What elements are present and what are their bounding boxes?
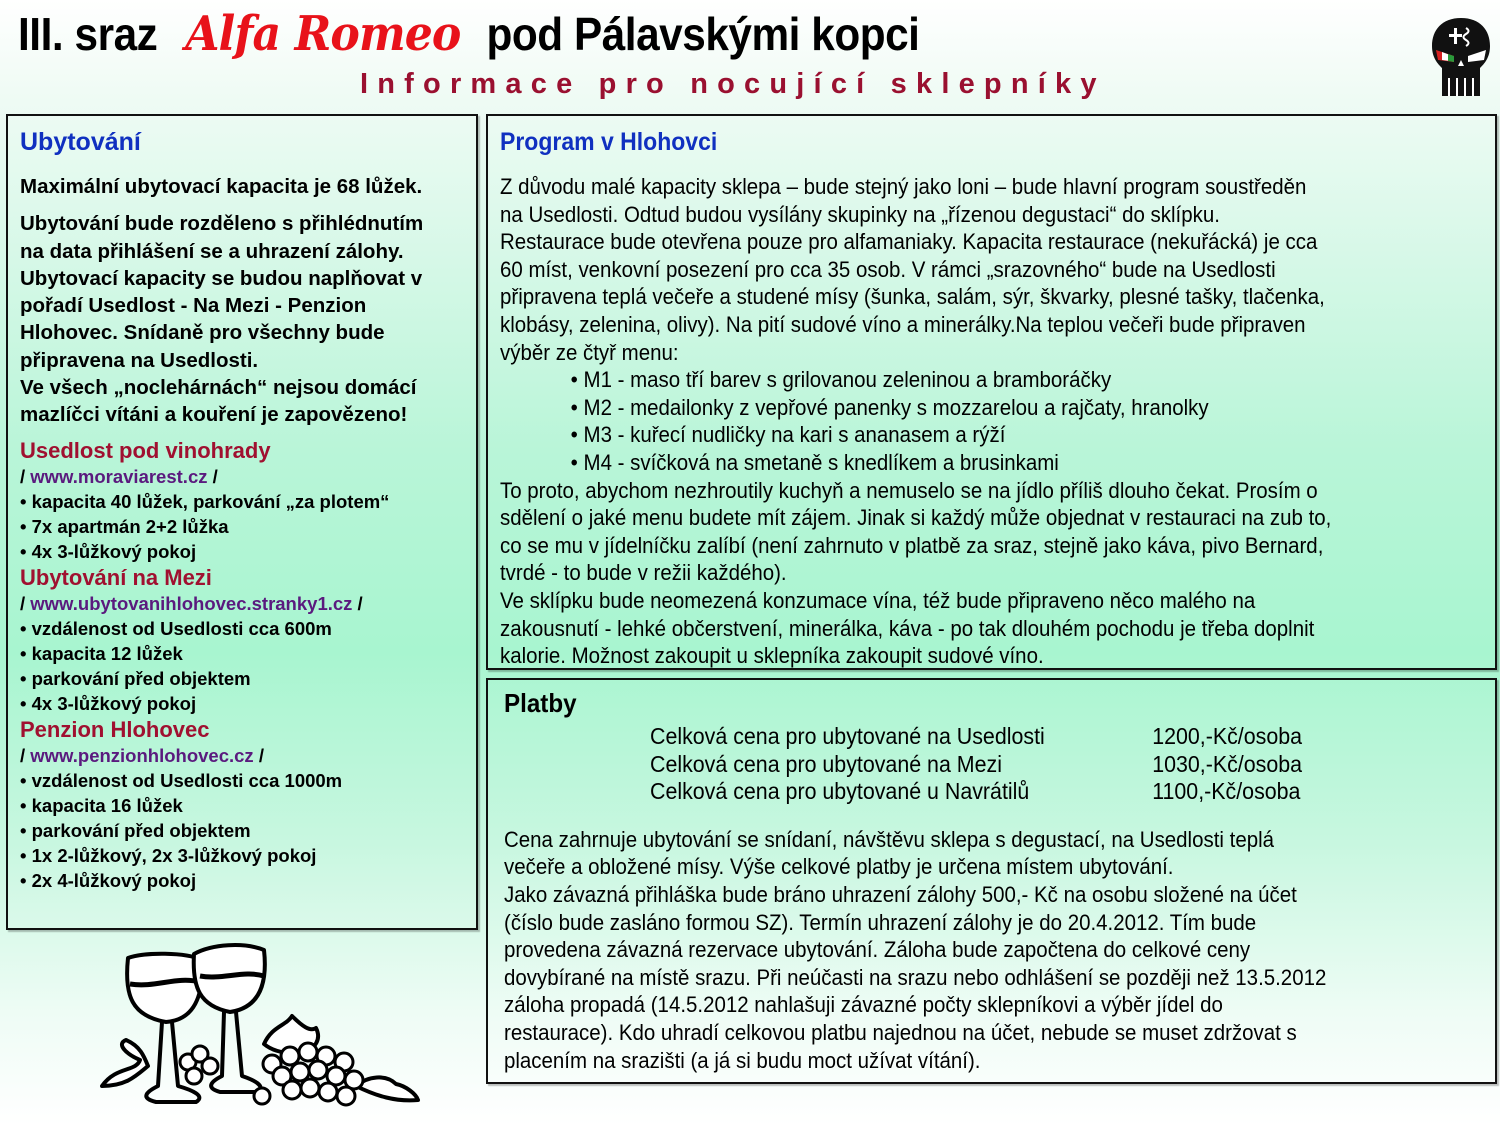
payments-line: Jako závazná přihláška bude bráno uhrazení zálohy 500,- Kč na osobu složené na účet	[504, 881, 1297, 907]
paragraph-line: připravena na Usedlosti.	[20, 348, 259, 372]
program-line: na Usedlosti. Odtud budou vysílány skupinky na „řízenou degustaci“ do sklípku.	[500, 201, 1220, 227]
place-bullet: • 7x apartmán 2+2 lůžka	[20, 515, 229, 537]
program-line: tvrdé - to bude v režii každého).	[500, 560, 787, 586]
page-subtitle: Informace pro nocující sklepníky	[360, 68, 1106, 100]
program-line: zakousnutí - lehké občerstvení, minerálka, káva - po tak dlouhém pochodu je třeba doplnit	[500, 615, 1315, 641]
capacity-text: Maximální ubytovací kapacita je 68 lůžek.	[20, 175, 423, 198]
payments-line: dovybírané na místě srazu. Při neúčasti na srazu nebo odhlášení se později než 13.5.2012	[504, 964, 1327, 990]
wine-glasses-grapes-icon	[96, 936, 436, 1121]
place-url-link[interactable]: www.moraviarest.cz	[30, 465, 208, 487]
payments-title: Platby	[504, 688, 577, 718]
place-bullet: • 4x 3-lůžkový pokoj	[20, 692, 197, 714]
punisher-skull-icon	[1428, 16, 1494, 100]
place-bullet: • 2x 4-lůžkový pokoj	[20, 869, 197, 891]
price-row	[650, 778, 1421, 806]
payments-line: restaurace). Kdo uhradí celkovou platbu najednou na účet, nebude se muset zdržovat s	[504, 1019, 1297, 1045]
price-value: 1030,-Kč/osoba	[1152, 750, 1303, 777]
program-line: Z důvodu malé kapacity sklepa – bude stejný jako loni – bude hlavní program soustředěn	[500, 174, 1307, 199]
program-line: připravena teplá večeře a studené mísy (šunka, salám, sýr, škvarky, plesné tašky, tlačenka,	[500, 284, 1325, 310]
place-na-mezi	[20, 564, 464, 716]
place-bullet: • parkování před objektem	[20, 819, 251, 841]
program-line: výběr ze čtyř menu:	[500, 339, 679, 365]
place-penzion-hlohovec	[20, 716, 464, 893]
place-url-line: / www.ubytovanihlohovec.stranky1.cz /	[20, 592, 363, 614]
place-usedlost	[20, 437, 464, 564]
price-table	[650, 723, 1421, 806]
payments-panel	[486, 678, 1497, 1084]
program-panel	[486, 114, 1497, 670]
paragraph-line: Ubytování bude rozděleno s přihlédnutím	[20, 212, 424, 236]
program-line: 60 míst, venkovní posezení pro cca 35 osob. V rámci „srazovného“ bude na Usedlosti	[500, 256, 1276, 282]
place-bullet: • kapacita 40 lůžek, parkování „za plotem“	[20, 490, 390, 512]
place-bullet: • 4x 3-lůžkový pokoj	[20, 540, 197, 562]
program-line: kalorie. Možnost zakoupit u sklepníka zakoupit sudové víno.	[500, 643, 1044, 669]
place-title: Ubytování na Mezi	[20, 564, 212, 590]
payments-line: záloha propadá (14.5.2012 nahlašuji závazné počty sklepníkovi a výběr jídel do	[504, 992, 1223, 1018]
price-label: Celková cena pro ubytované na Usedlosti	[650, 723, 1045, 749]
place-url-line: / www.moraviarest.cz /	[20, 465, 218, 487]
program-line: To proto, abychom nezhroutily kuchyň a nemuselo se na jídlo příliš dlouho čekat. Prosím o	[500, 477, 1318, 503]
paragraph-line: Hlohovec. Snídaně pro všechny bude	[20, 321, 385, 345]
paragraph-line: na data přihlášení se a uhrazení zálohy.	[20, 239, 404, 263]
price-label: Celková cena pro ubytované u Navrátilů	[650, 778, 1030, 805]
title-line	[18, 6, 919, 62]
price-value: 1100,-Kč/osoba	[1152, 778, 1301, 805]
program-line: Ve sklípku bude neomezená konzumace vína, též bude připraveno něco malého na	[500, 587, 1256, 613]
title-prefix: III. sraz	[18, 8, 158, 60]
place-bullet: • kapacita 12 lůžek	[20, 642, 183, 664]
program-title: Program v Hlohovci	[500, 128, 718, 156]
payments-text	[504, 826, 1490, 1074]
title-suffix: pod Pálavskými kopci	[486, 8, 920, 60]
payments-line: provedena závazná rezervace ubytování. Záloha bude započtena do celkové ceny	[504, 937, 1251, 963]
accommodation-paragraph	[20, 210, 464, 428]
accommodation-title: Ubytování	[20, 128, 141, 156]
price-label: Celková cena pro ubytované na Mezi	[650, 750, 1002, 777]
menu-option: • M1 - maso tří barev s grilovanou zeleninou a bramboráčky	[570, 367, 1112, 393]
place-bullet: • kapacita 16 lůžek	[20, 794, 183, 816]
brand-wordmark: Alfa Romeo	[185, 6, 461, 62]
place-url-link[interactable]: www.penzionhlohovec.cz	[30, 744, 254, 766]
menu-option: • M2 - medailonky z vepřové panenky s mozzarelou a rajčaty, hranolky	[570, 394, 1209, 420]
price-value: 1200,-Kč/osoba	[1152, 723, 1303, 749]
menu-option: • M3 - kuřecí nudličky na kari s ananasem a rýží	[570, 422, 1006, 448]
program-line: sdělení o jaké menu budete mít zájem. Jinak si každý může objednat v restauraci na zub to,	[500, 505, 1332, 531]
paragraph-line: pořadí Usedlost - Na Mezi - Penzion	[20, 294, 367, 318]
payments-line: večeře a obložené mísy. Výše celkové platby je určena místem ubytování.	[504, 854, 1174, 880]
price-row	[650, 751, 1421, 779]
payments-line: Cena zahrnuje ubytování se snídaní, návštěvu sklepa s degustací, na Usedlosti teplá	[504, 826, 1275, 852]
paragraph-line: Ubytovací kapacity se budou naplňovat v	[20, 266, 423, 290]
place-url-link[interactable]: www.ubytovanihlohovec.stranky1.cz	[30, 592, 353, 614]
place-title: Usedlost pod vinohrady	[20, 437, 271, 463]
accommodation-panel	[6, 114, 478, 930]
program-line: klobásy, zelenina, olivy). Na pití sudové víno a minerálky.Na teplou večeři bude připraven	[500, 311, 1306, 337]
place-bullet: • vzdálenost od Usedlosti cca 600m	[20, 617, 332, 639]
place-title: Penzion Hlohovec	[20, 716, 210, 742]
place-url-line: / www.penzionhlohovec.cz /	[20, 744, 264, 766]
payments-line: (číslo bude zasláno formou SZ). Termín uhrazení zálohy je do 20.4.2012. Tím bude	[504, 909, 1257, 935]
place-bullet: • vzdálenost od Usedlosti cca 1000m	[20, 769, 343, 791]
program-line: Restaurace bude otevřena pouze pro alfamaniaky. Kapacita restaurace (nekuřácká) je cca	[500, 229, 1318, 255]
price-row	[650, 723, 1421, 751]
payments-line: placením na srazišti (a já si budu moct užívat vítání).	[504, 1047, 981, 1073]
program-line: co se mu v jídelníčku zalíbí (není zahrnuto v platbě za sraz, stejně jako káva, pivo Bernard,	[500, 532, 1324, 558]
menu-option: • M4 - svíčková na smetaně s knedlíkem a brusinkami	[570, 449, 1059, 475]
page-title	[18, 4, 998, 64]
place-bullet: • parkování před objektem	[20, 667, 251, 689]
paragraph-line: mazlíčci vítáni a kouření je zapovězeno!	[20, 403, 408, 427]
paragraph-line: Ve všech „noclehárnách“ nejsou domácí	[20, 376, 417, 400]
place-bullet: • 1x 2-lůžkový, 2x 3-lůžkový pokoj	[20, 844, 317, 866]
program-text	[500, 173, 1500, 670]
